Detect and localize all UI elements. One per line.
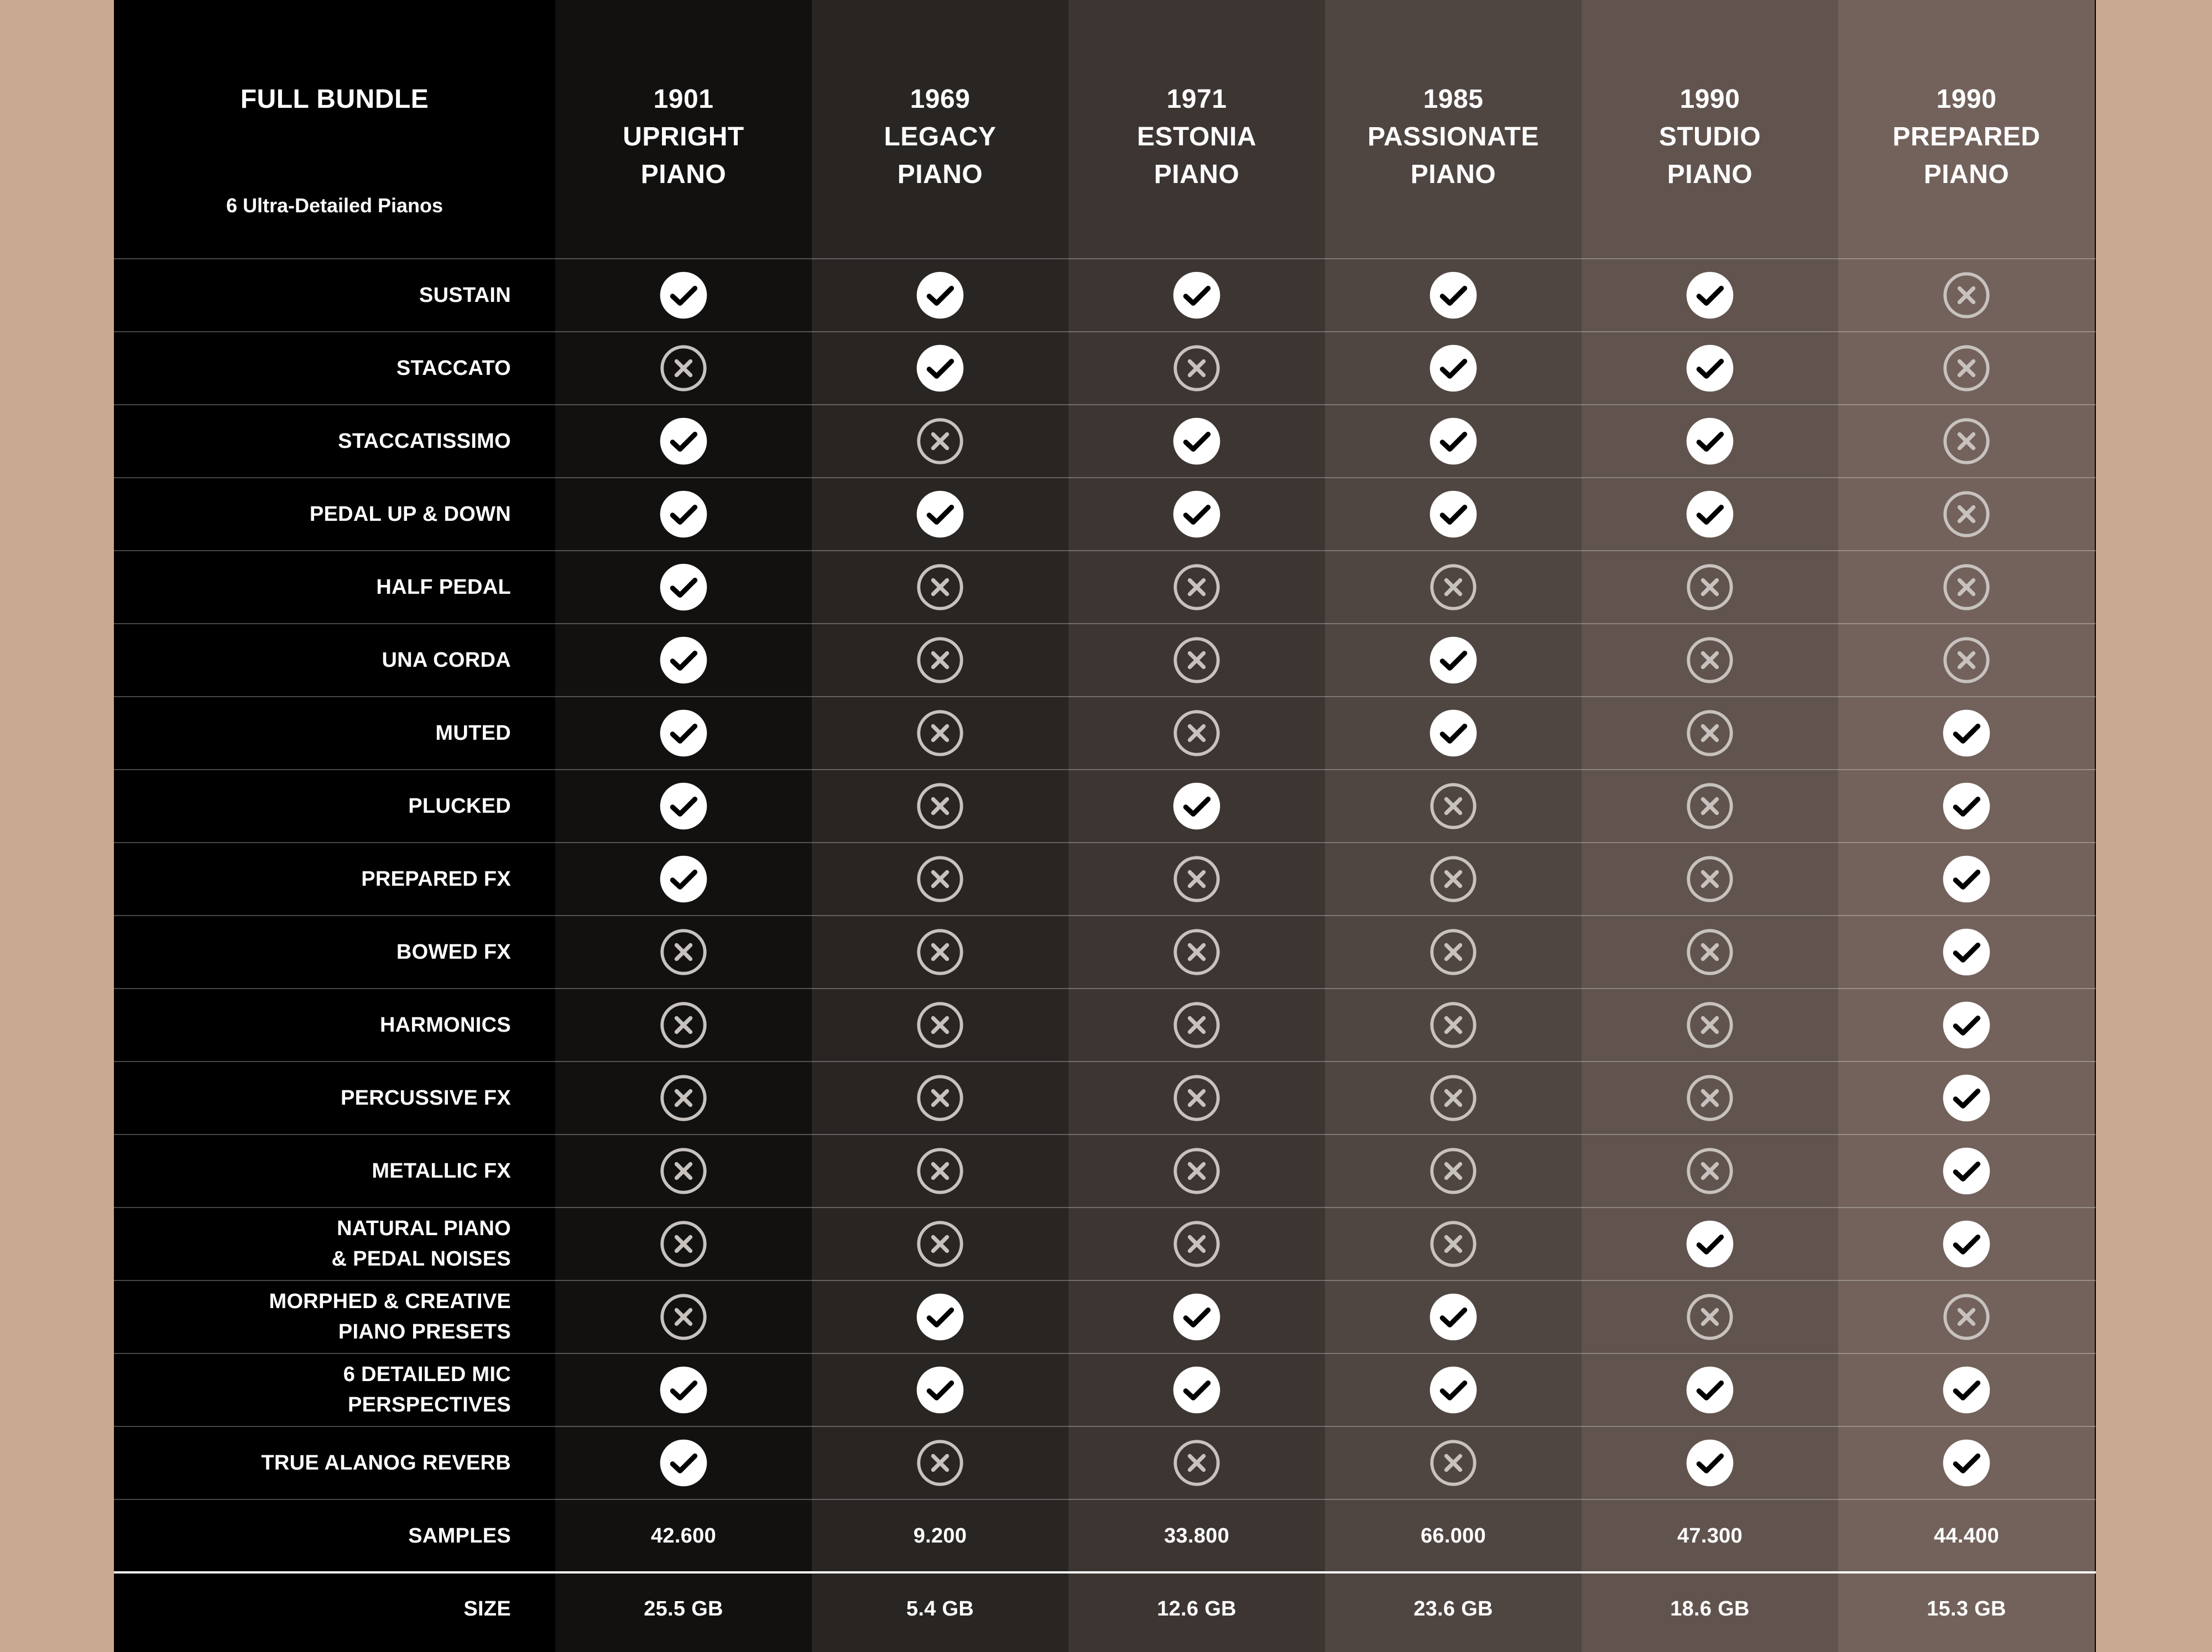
check-circle-icon — [1838, 843, 2095, 916]
check-circle-icon — [1838, 1135, 2095, 1207]
feature-label-line: BOWED FX — [396, 940, 511, 964]
check-circle-icon — [1582, 1353, 1838, 1426]
x-circle-icon — [1325, 1135, 1582, 1207]
feature-label — [114, 1207, 511, 1280]
piano-name-line: PIANO — [1667, 160, 1753, 189]
stat-value: 18.6 GB — [1670, 1597, 1750, 1620]
stat-cell — [1838, 1499, 2095, 1572]
stat-value: 42.600 — [650, 1524, 717, 1548]
check-circle-icon — [1582, 478, 1838, 551]
check-circle-icon — [1325, 1353, 1582, 1426]
x-circle-icon — [1068, 916, 1325, 989]
x-circle-icon — [1068, 1135, 1325, 1207]
stat-value: 33.800 — [1164, 1524, 1230, 1548]
stat-cell — [1325, 1499, 1582, 1572]
stat-value: 5.4 GB — [906, 1597, 974, 1620]
feature-label — [114, 916, 511, 989]
piano-column-header — [1838, 0, 2095, 259]
feature-label — [114, 1353, 511, 1426]
feature-label-line: PEDAL UP & DOWN — [309, 502, 511, 526]
piano-name-line: PIANO — [1410, 160, 1496, 189]
x-circle-icon — [1068, 551, 1325, 624]
piano-name-line: PIANO — [640, 160, 727, 189]
feature-label-line: STACCATO — [396, 356, 511, 380]
feature-label-line: PREPARED FX — [361, 867, 511, 891]
piano-name-line: PIANO — [1923, 160, 2010, 189]
x-circle-icon — [1582, 843, 1838, 916]
comparison-table — [114, 0, 2096, 1652]
x-circle-icon — [1325, 1062, 1582, 1135]
stat-cell — [1582, 1572, 1838, 1645]
x-circle-icon — [1582, 624, 1838, 697]
x-circle-icon — [1325, 770, 1582, 843]
feature-label — [114, 478, 511, 551]
feature-label — [114, 1135, 511, 1207]
x-circle-icon — [1325, 916, 1582, 989]
x-circle-icon — [1068, 624, 1325, 697]
check-circle-icon — [1838, 1353, 2095, 1426]
check-circle-icon — [1582, 332, 1838, 405]
check-circle-icon — [1838, 916, 2095, 989]
check-circle-icon — [555, 478, 812, 551]
stat-value: 15.3 GB — [1927, 1597, 2006, 1620]
x-circle-icon — [812, 1062, 1068, 1135]
feature-label — [114, 1062, 511, 1135]
x-circle-icon — [1068, 697, 1325, 770]
piano-name-line: 1971 — [1166, 85, 1227, 114]
x-circle-icon — [1068, 1426, 1325, 1499]
x-circle-icon — [1325, 1207, 1582, 1280]
piano-name-line: 1969 — [910, 85, 971, 114]
stat-label-text: SAMPLES — [408, 1524, 511, 1548]
check-circle-icon — [555, 697, 812, 770]
check-circle-icon — [1325, 697, 1582, 770]
x-circle-icon — [812, 1426, 1068, 1499]
check-circle-icon — [1325, 332, 1582, 405]
stat-cell — [1325, 1572, 1582, 1645]
check-circle-icon — [1068, 1353, 1325, 1426]
check-circle-icon — [1068, 259, 1325, 332]
bundle-header — [114, 0, 555, 259]
feature-label — [114, 405, 511, 478]
x-circle-icon — [1582, 989, 1838, 1062]
x-circle-icon — [1838, 405, 2095, 478]
x-circle-icon — [555, 1062, 812, 1135]
feature-label-line: PERSPECTIVES — [347, 1393, 511, 1416]
check-circle-icon — [1838, 1426, 2095, 1499]
stat-value: 12.6 GB — [1157, 1597, 1237, 1620]
check-circle-icon — [812, 1353, 1068, 1426]
piano-name-line: PIANO — [897, 160, 983, 189]
feature-label-line: TRUE ALANOG REVERB — [261, 1451, 511, 1475]
stat-cell — [1068, 1499, 1325, 1572]
x-circle-icon — [1325, 989, 1582, 1062]
x-circle-icon — [1582, 551, 1838, 624]
x-circle-icon — [812, 1135, 1068, 1207]
check-circle-icon — [1325, 624, 1582, 697]
piano-name-line: LEGACY — [884, 122, 997, 151]
x-circle-icon — [1325, 843, 1582, 916]
feature-label-line: & PEDAL NOISES — [331, 1247, 511, 1271]
piano-column-header — [1582, 0, 1838, 259]
check-circle-icon — [1838, 1207, 2095, 1280]
feature-label — [114, 624, 511, 697]
feature-label-line: PLUCKED — [408, 794, 511, 818]
stat-cell — [555, 1499, 812, 1572]
x-circle-icon — [1325, 551, 1582, 624]
stat-value: 9.200 — [913, 1524, 967, 1548]
check-circle-icon — [1325, 405, 1582, 478]
x-circle-icon — [1068, 989, 1325, 1062]
x-circle-icon — [1838, 332, 2095, 405]
piano-name-line: UPRIGHT — [623, 122, 744, 151]
check-circle-icon — [555, 770, 812, 843]
check-circle-icon — [812, 478, 1068, 551]
feature-label-line: HALF PEDAL — [376, 575, 511, 599]
stat-label-text: SIZE — [463, 1597, 511, 1620]
x-circle-icon — [1325, 1426, 1582, 1499]
stat-label — [114, 1499, 511, 1572]
x-circle-icon — [1068, 1062, 1325, 1135]
feature-label-line: 6 DETAILED MIC — [343, 1363, 511, 1386]
x-circle-icon — [812, 843, 1068, 916]
x-circle-icon — [812, 551, 1068, 624]
x-circle-icon — [555, 332, 812, 405]
x-circle-icon — [812, 405, 1068, 478]
feature-label — [114, 1280, 511, 1353]
stat-cell — [555, 1572, 812, 1645]
check-circle-icon — [1582, 1207, 1838, 1280]
piano-name-line: 1990 — [1679, 85, 1740, 114]
check-circle-icon — [1325, 1280, 1582, 1353]
feature-label — [114, 989, 511, 1062]
x-circle-icon — [555, 916, 812, 989]
stat-cell — [1582, 1499, 1838, 1572]
bundle-title: FULL BUNDLE — [240, 85, 429, 114]
feature-label — [114, 843, 511, 916]
feature-label — [114, 551, 511, 624]
x-circle-icon — [555, 989, 812, 1062]
x-circle-icon — [1582, 697, 1838, 770]
stat-value: 66.000 — [1420, 1524, 1486, 1548]
check-circle-icon — [555, 1353, 812, 1426]
feature-label — [114, 332, 511, 405]
x-circle-icon — [555, 1207, 812, 1280]
stat-value: 44.400 — [1933, 1524, 2000, 1548]
feature-label-line: MORPHED & CREATIVE — [269, 1290, 511, 1313]
check-circle-icon — [555, 624, 812, 697]
x-circle-icon — [1838, 259, 2095, 332]
x-circle-icon — [1838, 551, 2095, 624]
piano-name-line: PREPARED — [1892, 122, 2041, 151]
x-circle-icon — [555, 1280, 812, 1353]
check-circle-icon — [1068, 478, 1325, 551]
feature-label-line: PERCUSSIVE FX — [341, 1086, 511, 1110]
x-circle-icon — [1582, 770, 1838, 843]
feature-label-line: UNA CORDA — [382, 648, 511, 672]
x-circle-icon — [1582, 916, 1838, 989]
feature-label — [114, 697, 511, 770]
piano-name-line: 1901 — [653, 85, 714, 114]
check-circle-icon — [555, 551, 812, 624]
x-circle-icon — [1838, 1280, 2095, 1353]
feature-label — [114, 770, 511, 843]
piano-name-line: PIANO — [1154, 160, 1240, 189]
check-circle-icon — [555, 1426, 812, 1499]
x-circle-icon — [1838, 624, 2095, 697]
x-circle-icon — [1582, 1135, 1838, 1207]
x-circle-icon — [1838, 478, 2095, 551]
check-circle-icon — [1325, 478, 1582, 551]
feature-label-line: STACCATISSIMO — [338, 429, 511, 453]
check-circle-icon — [555, 843, 812, 916]
check-circle-icon — [1068, 770, 1325, 843]
x-circle-icon — [812, 624, 1068, 697]
check-circle-icon — [555, 405, 812, 478]
feature-label-line: NATURAL PIANO — [337, 1217, 511, 1240]
piano-column-header — [812, 0, 1068, 259]
feature-label-line: MUTED — [435, 721, 511, 745]
feature-label-line: METALLIC FX — [372, 1159, 511, 1183]
feature-label-line: SUSTAIN — [419, 283, 511, 307]
check-circle-icon — [812, 332, 1068, 405]
stat-cell — [1838, 1572, 2095, 1645]
x-circle-icon — [812, 1207, 1068, 1280]
check-circle-icon — [1582, 405, 1838, 478]
x-circle-icon — [812, 989, 1068, 1062]
piano-column-header — [555, 0, 812, 259]
stat-cell — [1068, 1572, 1325, 1645]
stat-label — [114, 1572, 511, 1645]
stat-value: 23.6 GB — [1413, 1597, 1493, 1620]
piano-column-header — [1068, 0, 1325, 259]
check-circle-icon — [1068, 1280, 1325, 1353]
x-circle-icon — [812, 916, 1068, 989]
x-circle-icon — [1068, 843, 1325, 916]
check-circle-icon — [812, 259, 1068, 332]
piano-name-line: PASSIONATE — [1368, 122, 1539, 151]
x-circle-icon — [812, 697, 1068, 770]
feature-label-line: PIANO PRESETS — [338, 1320, 511, 1343]
check-circle-icon — [1838, 1062, 2095, 1135]
check-circle-icon — [1838, 770, 2095, 843]
check-circle-icon — [1582, 259, 1838, 332]
check-circle-icon — [812, 1280, 1068, 1353]
check-circle-icon — [1582, 1426, 1838, 1499]
piano-name-line: 1985 — [1423, 85, 1484, 114]
bundle-subtitle: 6 Ultra-Detailed Pianos — [226, 194, 444, 217]
feature-label — [114, 259, 511, 332]
x-circle-icon — [1582, 1062, 1838, 1135]
check-circle-icon — [1325, 259, 1582, 332]
stat-value: 47.300 — [1677, 1524, 1743, 1548]
x-circle-icon — [812, 770, 1068, 843]
check-circle-icon — [1838, 697, 2095, 770]
piano-name-line: ESTONIA — [1137, 122, 1256, 151]
piano-column-header — [1325, 0, 1582, 259]
piano-name-line: 1990 — [1936, 85, 1997, 114]
x-circle-icon — [1068, 332, 1325, 405]
x-circle-icon — [1582, 1280, 1838, 1353]
feature-label-line: HARMONICS — [379, 1013, 511, 1037]
stat-cell — [812, 1499, 1068, 1572]
check-circle-icon — [1838, 989, 2095, 1062]
x-circle-icon — [1068, 1207, 1325, 1280]
stat-cell — [812, 1572, 1068, 1645]
stat-value: 25.5 GB — [644, 1597, 723, 1620]
piano-name-line: STUDIO — [1658, 122, 1761, 151]
x-circle-icon — [555, 1135, 812, 1207]
check-circle-icon — [555, 259, 812, 332]
feature-label — [114, 1426, 511, 1499]
check-circle-icon — [1068, 405, 1325, 478]
